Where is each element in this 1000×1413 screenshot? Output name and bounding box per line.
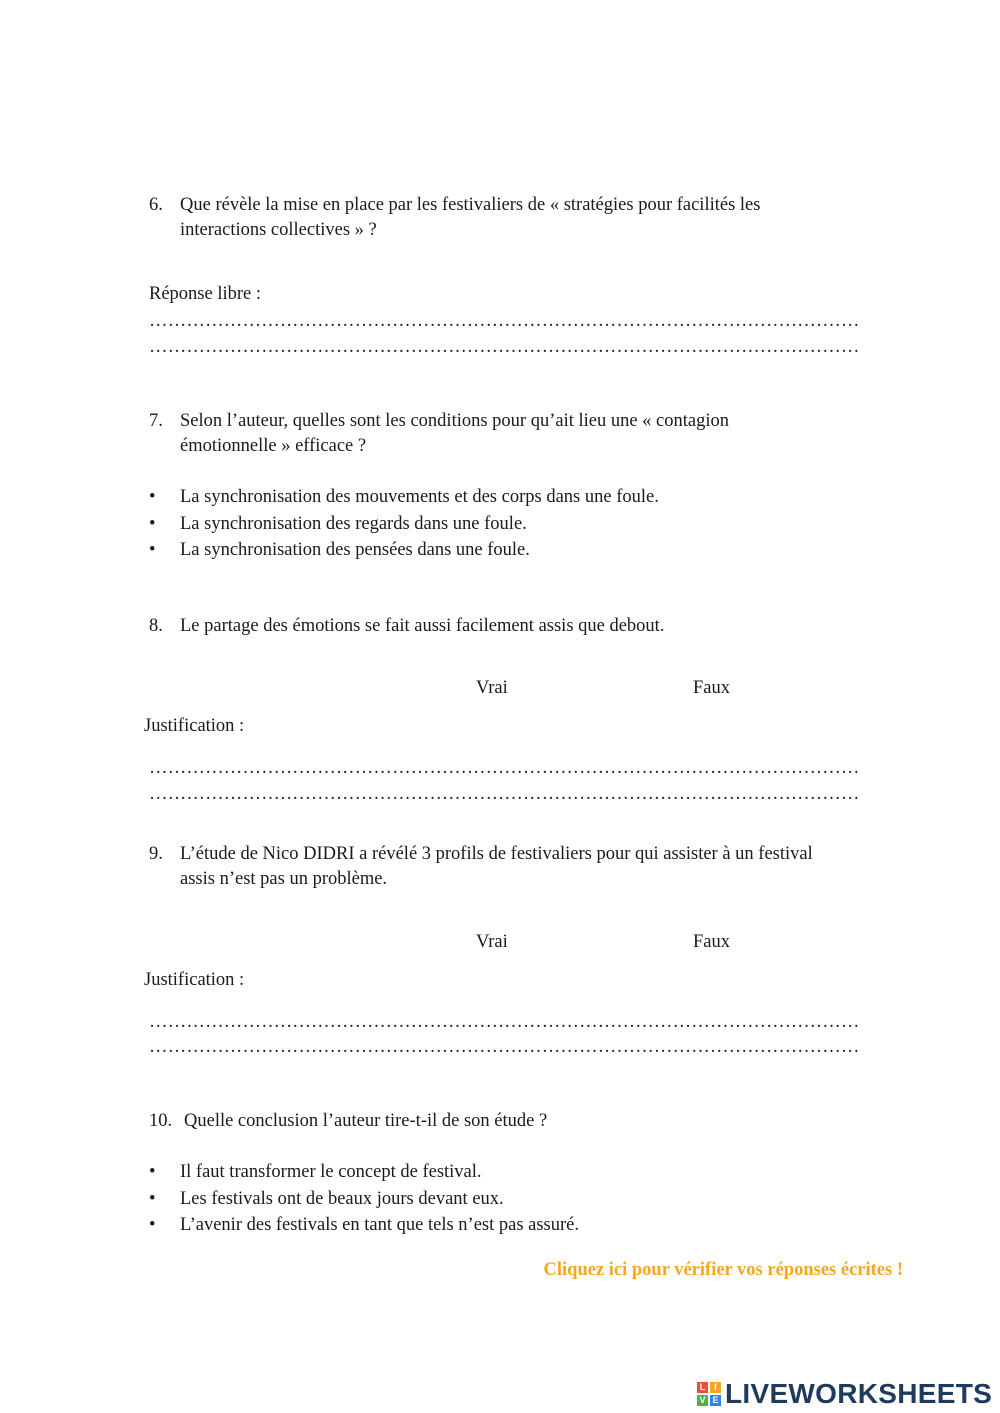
q7-option-2-bullet: •	[149, 514, 156, 534]
liveworksheets-mark-icon	[697, 1382, 721, 1406]
q9-answer-line-2[interactable]: ……………………………………………………………………………………………………	[149, 1037, 860, 1057]
logo-mark-letter-e: E	[710, 1395, 721, 1406]
q9-text-line1: L’étude de Nico DIDRI a révélé 3 profils de festivaliers pour qui assister à un festival	[180, 844, 813, 864]
q10-option-2[interactable]: Les festivals ont de beaux jours devant eux.	[180, 1189, 504, 1209]
q9-true-option[interactable]: Vrai	[476, 932, 508, 952]
q6-number: 6.	[149, 195, 163, 215]
q10-number: 10.	[149, 1111, 173, 1131]
q8-false-option[interactable]: Faux	[693, 678, 730, 698]
logo-mark-letter-l: L	[697, 1382, 708, 1393]
q10-option-2-bullet: •	[149, 1189, 156, 1209]
q9-text-line2: assis n’est pas un problème.	[180, 869, 388, 889]
q6-answer-line-1[interactable]: ……………………………………………………………………………………………………	[149, 311, 860, 331]
q8-answer-line-1[interactable]: ……………………………………………………………………………………………………	[149, 758, 860, 778]
logo-mark-letter-i: I	[710, 1382, 721, 1393]
q7-number: 7.	[149, 411, 163, 431]
q7-text-line2: émotionnelle » efficace ?	[180, 436, 367, 456]
q8-text-line1: Le partage des émotions se fait aussi facilement assis que debout.	[180, 616, 665, 636]
q10-text-line1: Quelle conclusion l’auteur tire-t-il de son étude ?	[184, 1111, 548, 1131]
q7-text-line1: Selon l’auteur, quelles sont les conditions pour qu’ait lieu une « contagion	[180, 411, 730, 431]
liveworksheets-logo	[697, 1378, 992, 1410]
q10-option-1[interactable]: Il faut transformer le concept de festival.	[180, 1162, 482, 1182]
q8-justification-label: Justification :	[144, 716, 245, 736]
q9-answer-line-1[interactable]: ……………………………………………………………………………………………………	[149, 1012, 860, 1032]
q6-answer-label: Réponse libre :	[149, 284, 262, 304]
q7-option-2[interactable]: La synchronisation des regards dans une foule.	[180, 514, 527, 534]
q6-answer-line-2[interactable]: ……………………………………………………………………………………………………	[149, 337, 860, 357]
check-answers-link[interactable]: Cliquez ici pour vérifier vos réponses écrites !	[543, 1260, 903, 1280]
q7-option-3[interactable]: La synchronisation des pensées dans une foule.	[180, 540, 530, 560]
q9-justification-label: Justification :	[144, 970, 245, 990]
q9-number: 9.	[149, 844, 163, 864]
liveworksheets-wordmark: LIVEWORKSHEETS	[725, 1378, 993, 1409]
q8-true-option[interactable]: Vrai	[476, 678, 508, 698]
q10-option-1-bullet: •	[149, 1162, 156, 1182]
q8-answer-line-2[interactable]: ……………………………………………………………………………………………………	[149, 784, 860, 804]
q7-option-3-bullet: •	[149, 540, 156, 560]
q7-option-1[interactable]: La synchronisation des mouvements et des corps dans une foule.	[180, 487, 659, 507]
q10-option-3[interactable]: L’avenir des festivals en tant que tels n’est pas assuré.	[180, 1215, 580, 1235]
q10-option-3-bullet: •	[149, 1215, 156, 1235]
logo-mark-letter-v: V	[697, 1395, 708, 1406]
q6-text-line2: interactions collectives » ?	[180, 220, 377, 240]
q8-number: 8.	[149, 616, 163, 636]
q9-false-option[interactable]: Faux	[693, 932, 730, 952]
q6-text-line1: Que révèle la mise en place par les festivaliers de « stratégies pour facilités les	[180, 195, 761, 215]
q7-option-1-bullet: •	[149, 487, 156, 507]
